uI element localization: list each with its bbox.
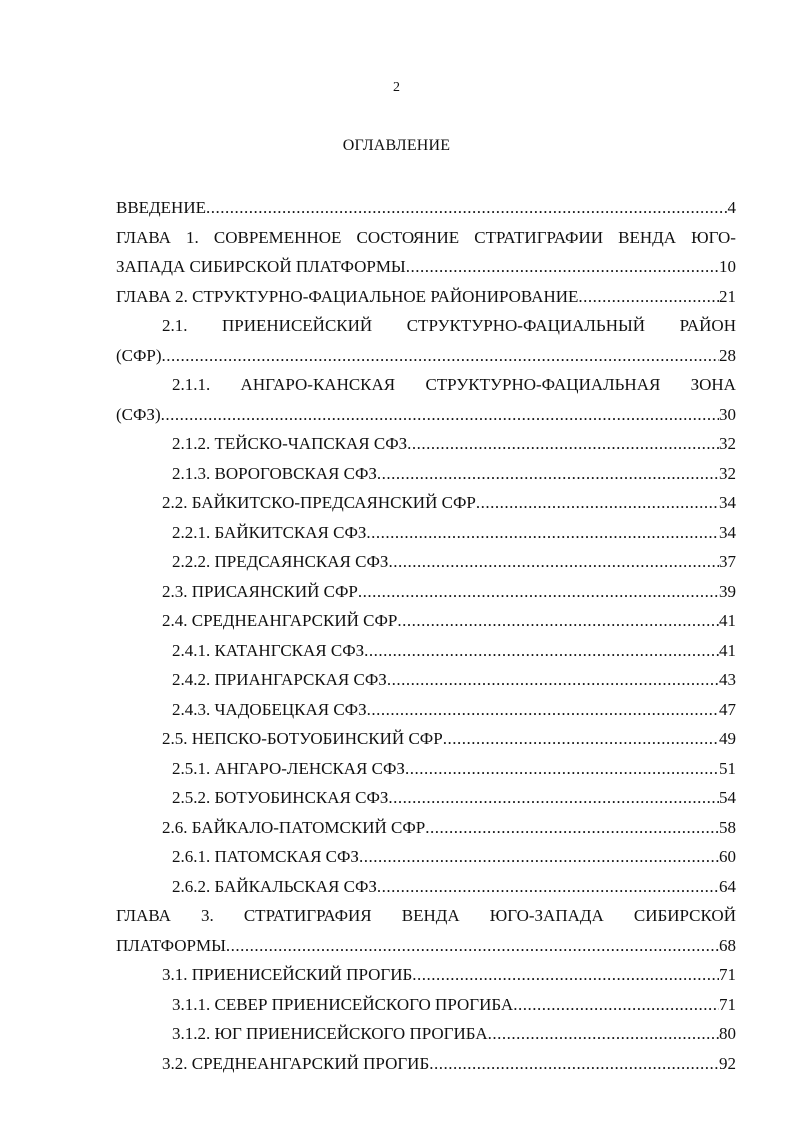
toc-word: СОСТОЯНИЕ	[356, 227, 460, 247]
toc-word: 1.	[186, 227, 199, 247]
toc-page-number: 41	[719, 640, 736, 660]
toc-entry-text: 2.6.2. БАЙКАЛЬСКАЯ СФЗ	[172, 876, 377, 896]
toc-entry-text: 2.4.3. ЧАДОБЕЦКАЯ СФЗ	[172, 699, 367, 719]
toc-page-number: 21	[719, 286, 736, 306]
toc-entry-text: (СФЗ)	[116, 404, 161, 424]
toc-entry-text: 3.1.2. ЮГ ПРИЕНИСЕЙСКОГО ПРОГИБА	[172, 1024, 488, 1043]
toc-entry-2-1-1-line-2[interactable]	[116, 400, 736, 430]
toc-entry-text: 2.3. ПРИСАЯНСКИЙ СФР	[162, 581, 358, 601]
toc-page-number: 32	[719, 463, 736, 483]
toc-page-number: 10	[719, 257, 736, 276]
leader-dots	[429, 1049, 719, 1078]
toc-entry-2-5-1[interactable]	[172, 754, 736, 784]
toc-word: ЗОНА	[690, 375, 736, 394]
toc-entry-2-4-3[interactable]	[172, 695, 736, 725]
toc-entry-2-4-2[interactable]	[172, 665, 736, 695]
toc-word: РАЙОН	[679, 316, 736, 335]
toc-page-number: 30	[719, 404, 736, 424]
toc-page-number: 4	[727, 198, 736, 217]
toc-word: ГЛАВА	[116, 227, 171, 247]
leader-dots	[161, 400, 719, 429]
toc-page-number: 60	[719, 847, 736, 866]
toc-entry-chapter-1-line-2[interactable]	[116, 252, 736, 282]
toc-page-number: 37	[719, 552, 736, 571]
toc-entry-text: 2.2.2. ПРЕДСАЯНСКАЯ СФЗ	[172, 552, 389, 571]
toc-page-number: 34	[719, 522, 736, 542]
leader-dots	[358, 577, 719, 606]
toc-entry-text: 2.1.3. ВОРОГОВСКАЯ СФЗ	[172, 463, 377, 483]
toc-entry-2-5-2[interactable]	[172, 783, 736, 813]
leader-dots	[359, 842, 719, 871]
toc-entry-2-1-line-1[interactable]	[162, 311, 736, 341]
leader-dots	[397, 606, 719, 635]
toc-entry-2-4-1[interactable]	[172, 636, 736, 666]
toc-page-number: 41	[719, 611, 736, 630]
toc-entry-text: ПЛАТФОРМЫ	[116, 935, 226, 955]
leader-dots	[488, 1019, 719, 1048]
toc-entry-2-4[interactable]	[162, 606, 736, 636]
toc-entry-chapter-3-line-1[interactable]	[116, 901, 736, 931]
toc-word: 3.	[201, 906, 214, 925]
toc-page-number: 68	[719, 935, 736, 955]
toc-entry-2-6-1[interactable]	[172, 842, 736, 872]
toc-entry-text: ГЛАВА 2. СТРУКТУРНО-ФАЦИАЛЬНОЕ РАЙОНИРОВАНИЕ	[116, 286, 579, 306]
toc-entry-introduction[interactable]	[116, 193, 736, 223]
toc-page-number: 92	[719, 1053, 736, 1073]
toc-entry-2-1-1-line-1[interactable]	[172, 370, 736, 400]
toc-word: ЮГО-	[691, 227, 736, 247]
leader-dots	[476, 488, 719, 517]
toc-word: СТРАТИГРАФИИ	[474, 227, 604, 247]
leader-dots	[513, 990, 719, 1019]
toc-entry-chapter-2[interactable]	[116, 282, 736, 312]
leader-dots	[387, 665, 719, 694]
toc-entry-text: 3.1. ПРИЕНИСЕЙСКИЙ ПРОГИБ	[162, 965, 413, 984]
toc-entry-text: 2.2. БАЙКИТСКО-ПРЕДСАЯНСКИЙ СФР	[162, 493, 476, 512]
toc-entry-chapter-1-line-1[interactable]	[116, 223, 736, 253]
leader-dots	[366, 518, 719, 547]
toc-entry-2-1-3[interactable]	[172, 459, 736, 489]
toc-entry-text: 2.2.1. БАЙКИТСКАЯ СФЗ	[172, 522, 367, 542]
table-of-contents	[116, 193, 736, 1078]
toc-word: АНГАРО-КАНСКАЯ	[240, 375, 396, 394]
toc-word: 2.1.1.	[172, 375, 211, 394]
leader-dots	[226, 931, 719, 960]
toc-entry-2-1-2[interactable]	[172, 429, 736, 459]
toc-entry-text: 2.5. НЕПСКО-БОТУОБИНСКИЙ СФР	[162, 729, 443, 748]
toc-entry-text: 2.4. СРЕДНЕАНГАРСКИЙ СФР	[162, 611, 398, 630]
toc-entry-2-6-2[interactable]	[172, 872, 736, 902]
toc-entry-text: 2.4.2. ПРИАНГАРСКАЯ СФЗ	[172, 670, 387, 689]
toc-entry-3-1-1[interactable]	[172, 990, 736, 1020]
toc-word: ЮГО-ЗАПАДА	[489, 906, 604, 925]
leader-dots	[377, 872, 719, 901]
toc-page-number: 58	[719, 817, 736, 837]
leader-dots	[388, 783, 719, 812]
leader-dots	[405, 754, 719, 783]
toc-page-number: 71	[719, 965, 736, 984]
toc-entry-2-6[interactable]	[162, 813, 736, 843]
toc-entry-text: 2.1.2. ТЕЙСКО-ЧАПСКАЯ СФЗ	[172, 434, 408, 453]
toc-page-number: 28	[719, 345, 736, 365]
toc-entry-text: 2.5.1. АНГАРО-ЛЕНСКАЯ СФЗ	[172, 758, 405, 778]
toc-entry-text: 2.6. БАЙКАЛО-ПАТОМСКИЙ СФР	[162, 817, 426, 837]
leader-dots	[425, 813, 719, 842]
toc-word: 2.1.	[162, 316, 188, 335]
leader-dots	[388, 547, 719, 576]
toc-entry-text: 3.1.1. СЕВЕР ПРИЕНИСЕЙСКОГО ПРОГИБА	[172, 994, 514, 1014]
leader-dots	[443, 724, 719, 753]
page-number: 2	[393, 80, 400, 95]
toc-entry-3-2[interactable]	[162, 1049, 736, 1079]
toc-word: СТРУКТУРНО-ФАЦИАЛЬНЫЙ	[406, 316, 646, 335]
toc-entry-text: ВВЕДЕНИЕ	[116, 198, 206, 217]
leader-dots	[364, 636, 719, 665]
toc-entry-text: 3.2. СРЕДНЕАНГАРСКИЙ ПРОГИБ	[162, 1053, 430, 1073]
leader-dots	[377, 459, 719, 488]
leader-dots	[206, 193, 728, 222]
toc-page-number: 43	[719, 670, 736, 689]
leader-dots	[367, 695, 719, 724]
toc-entry-text: 2.5.2. БОТУОБИНСКАЯ СФЗ	[172, 788, 389, 807]
toc-page-number: 34	[719, 493, 736, 512]
toc-entry-2-3[interactable]	[162, 577, 736, 607]
leader-dots	[162, 341, 719, 370]
toc-word: ГЛАВА	[116, 906, 171, 925]
toc-entry-2-2-1[interactable]	[172, 518, 736, 548]
toc-page-number: 49	[719, 729, 736, 748]
toc-page-number: 54	[719, 788, 736, 807]
toc-word: ВЕНДА	[401, 906, 460, 925]
toc-word: ПРИЕНИСЕЙСКИЙ	[222, 316, 373, 335]
toc-page-number: 32	[719, 434, 736, 453]
toc-page-number: 64	[719, 876, 736, 896]
toc-entry-3-1-2[interactable]	[172, 1019, 736, 1049]
toc-entry-2-5[interactable]	[162, 724, 736, 754]
toc-entry-2-1-line-2[interactable]	[116, 341, 736, 371]
toc-page-number: 51	[719, 758, 736, 778]
toc-word: СОВРЕМЕННОЕ	[213, 227, 342, 247]
leader-dots	[412, 960, 719, 989]
toc-entry-text: 2.4.1. КАТАНГСКАЯ СФЗ	[172, 640, 365, 660]
toc-word: СТРУКТУРНО-ФАЦИАЛЬНАЯ	[425, 375, 661, 394]
leader-dots	[406, 252, 719, 281]
toc-title: ОГЛАВЛЕНИЕ	[342, 137, 451, 154]
toc-page-number: 71	[719, 994, 736, 1014]
toc-entry-text: 2.6.1. ПАТОМСКАЯ СФЗ	[172, 847, 359, 866]
toc-word: СИБИРСКОЙ	[633, 906, 736, 925]
toc-page-number: 47	[719, 699, 736, 719]
leader-dots	[578, 282, 719, 311]
toc-entry-text: ЗАПАДА СИБИРСКОЙ ПЛАТФОРМЫ	[116, 257, 406, 276]
toc-entry-text: (СФР)	[116, 345, 162, 365]
toc-page-number: 39	[719, 581, 736, 601]
toc-entry-chapter-3-line-2[interactable]	[116, 931, 736, 961]
toc-entry-2-2-2[interactable]	[172, 547, 736, 577]
toc-entry-3-1[interactable]	[162, 960, 736, 990]
toc-word: ВЕНДА	[618, 227, 676, 247]
leader-dots	[407, 429, 719, 458]
toc-word: СТРАТИГРАФИЯ	[243, 906, 372, 925]
toc-page-number: 80	[719, 1024, 736, 1043]
toc-entry-2-2[interactable]	[162, 488, 736, 518]
